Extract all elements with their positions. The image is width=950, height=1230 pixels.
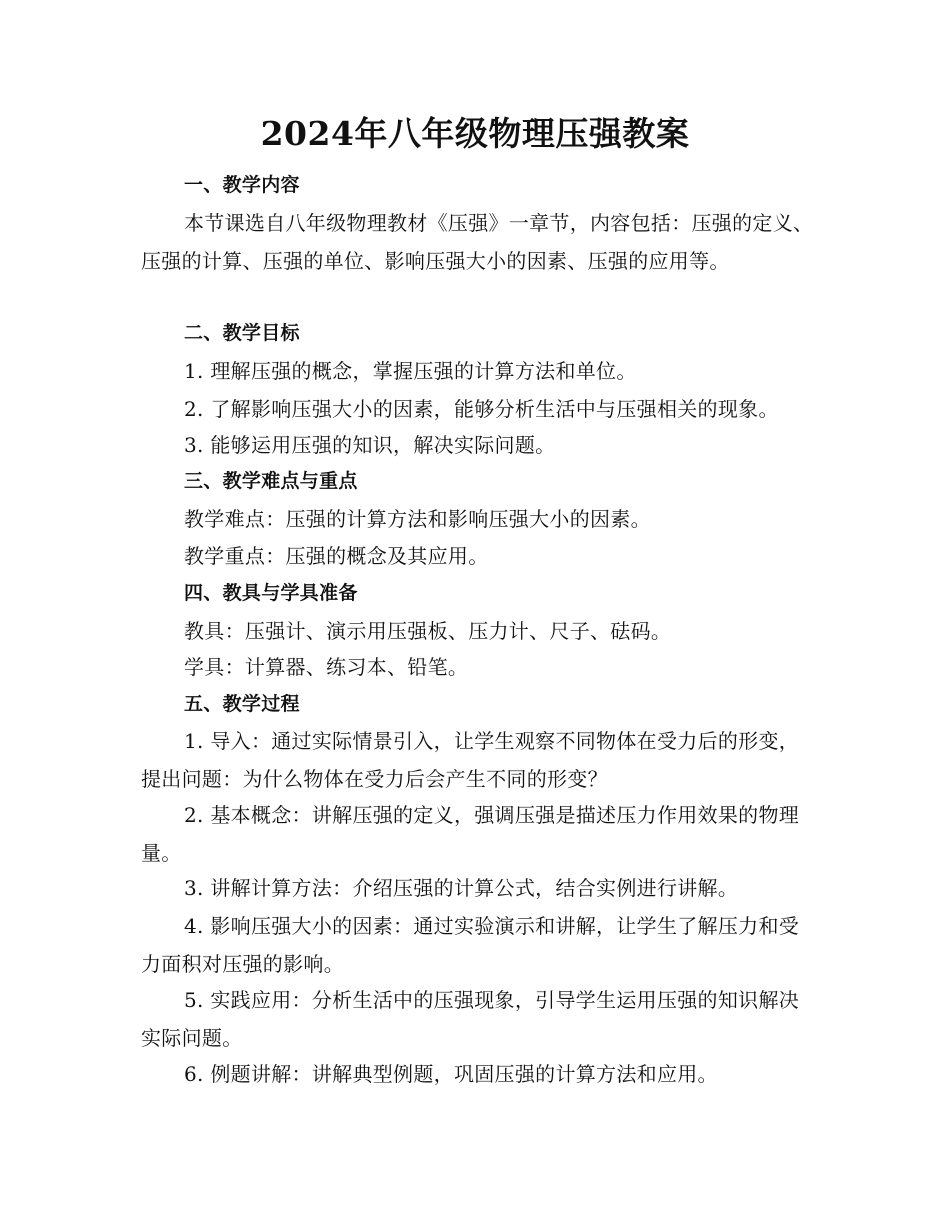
list-item: 3. 讲解计算方法：介绍压强的计算公式，结合实例进行讲解。 bbox=[184, 876, 739, 900]
paragraph: 教学重点：压强的概念及其应用。 bbox=[184, 544, 489, 568]
paragraph: 学具：计算器、练习本、铅笔。 bbox=[184, 655, 469, 679]
section-heading: 五、教学过程 bbox=[184, 693, 300, 715]
list-item: 2. 基本概念：讲解压强的定义，强调压强是描述压力作用效果的物理量。 bbox=[141, 803, 800, 865]
paragraph: 教学难点：压强的计算方法和影响压强大小的因素。 bbox=[184, 507, 651, 531]
section-heading: 一、教学内容 bbox=[184, 174, 300, 196]
paragraph: 教具：压强计、演示用压强板、压力计、尺子、砝码。 bbox=[184, 619, 672, 643]
section-heading: 二、教学目标 bbox=[184, 322, 300, 344]
list-item: 1. 理解压强的概念，掌握压强的计算方法和单位。 bbox=[184, 359, 637, 383]
list-item: 3. 能够运用压强的知识，解决实际问题。 bbox=[184, 433, 556, 457]
section-heading: 四、教具与学具准备 bbox=[184, 582, 358, 604]
list-item: 1. 导入：通过实际情景引入，让学生观察不同物体在受力后的形变，提出问题：为什么物体在受力后会产生不同的形变？ bbox=[141, 729, 800, 791]
list-item: 4. 影响压强大小的因素：通过实验演示和讲解，让学生了解压力和受力面积对压强的影响。 bbox=[141, 914, 800, 976]
paragraph: 本节课选自八年级物理教材《压强》一章节，内容包括：压强的定义、压强的计算、压强的单位、影响压强大小的因素、压强的应用等。 bbox=[141, 211, 814, 273]
list-item: 5. 实践应用：分析生活中的压强现象，引导学生运用压强的知识解决实际问题。 bbox=[141, 988, 800, 1050]
list-item: 2. 了解影响压强大小的因素，能够分析生活中与压强相关的现象。 bbox=[184, 397, 779, 421]
section-heading: 三、教学难点与重点 bbox=[184, 470, 358, 492]
document-title: 2024年八年级物理压强教案 bbox=[260, 114, 690, 153]
list-item: 6. 例题讲解：讲解典型例题，巩固压强的计算方法和应用。 bbox=[184, 1062, 718, 1086]
